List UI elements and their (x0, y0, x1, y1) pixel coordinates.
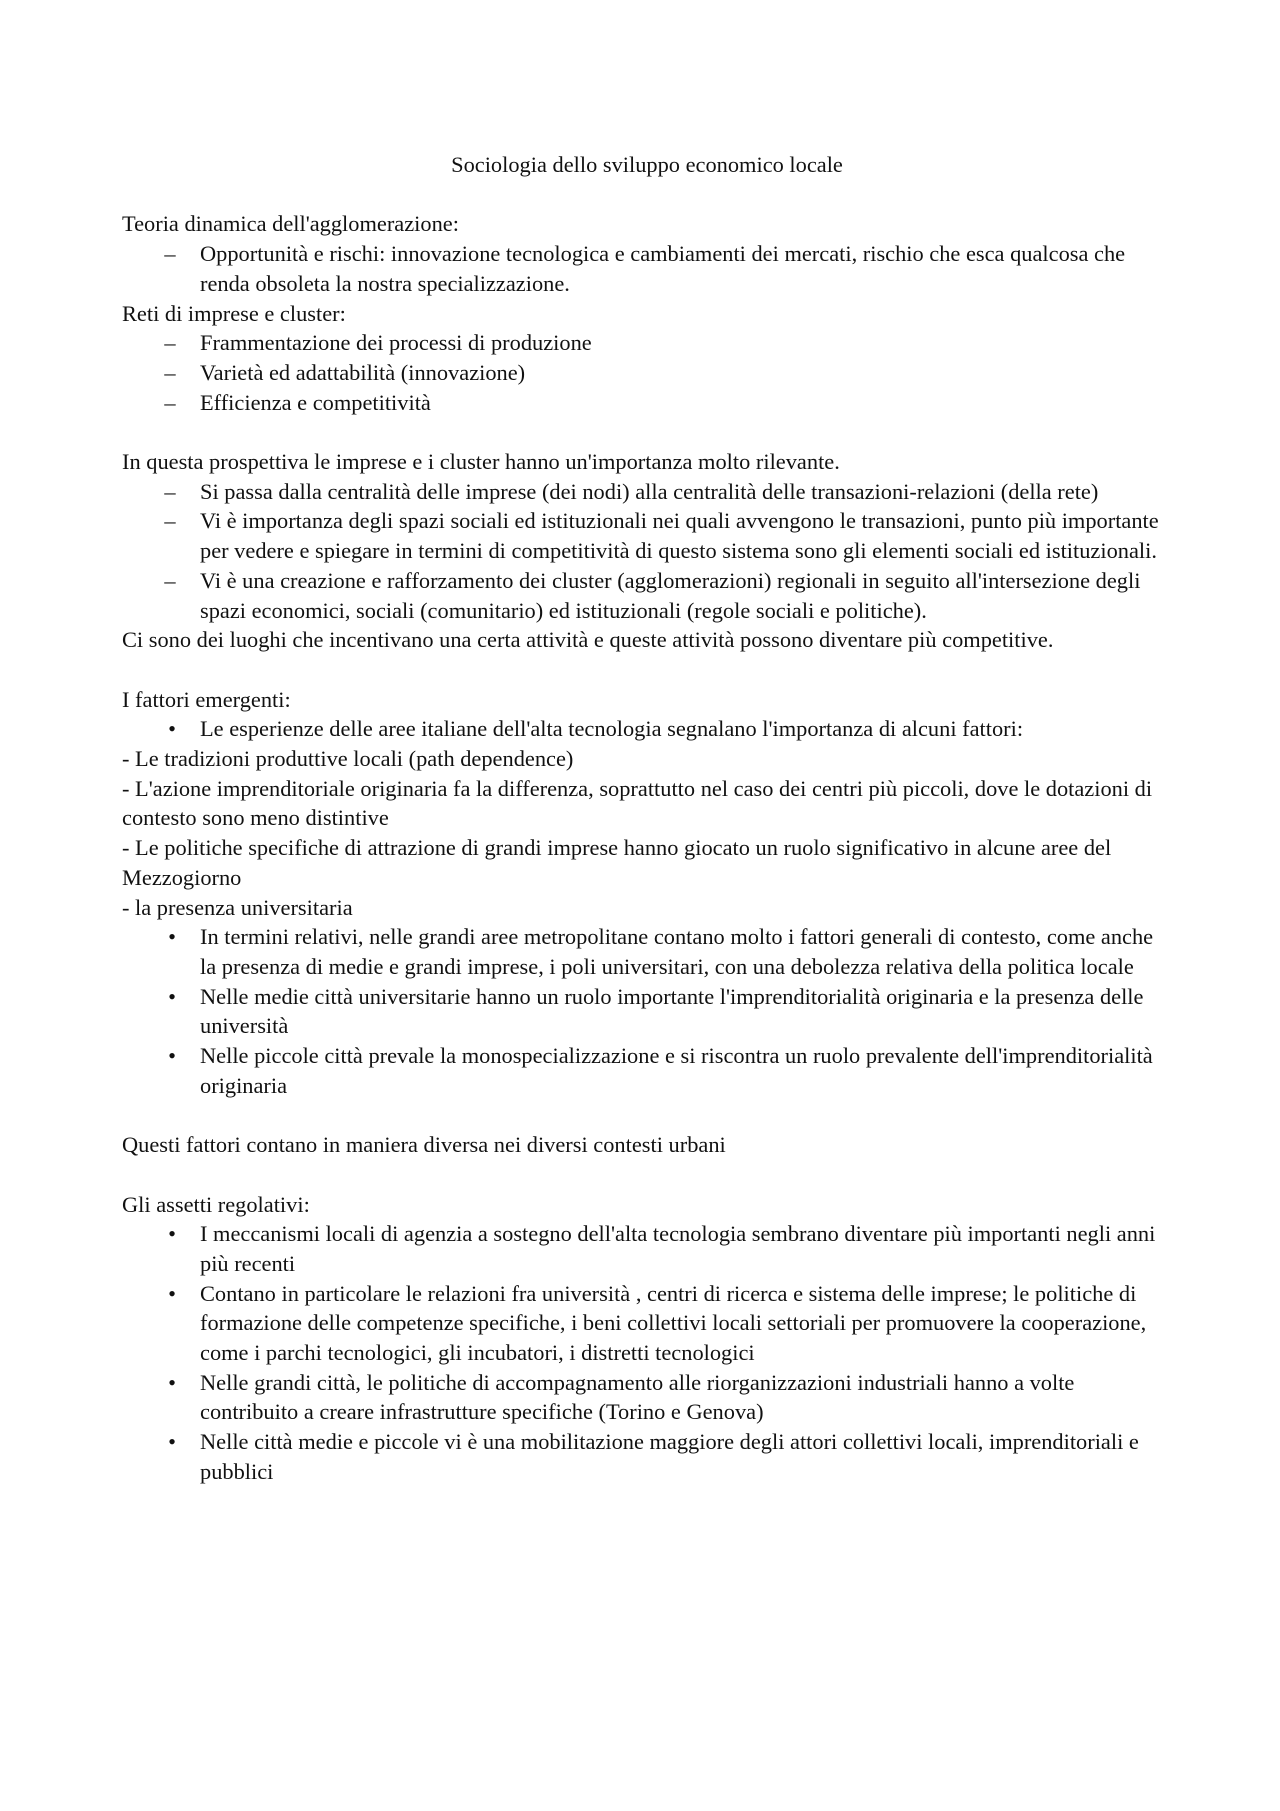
bullet-marker: • (168, 1280, 176, 1306)
bullet-marker: • (168, 924, 176, 950)
list-item-text: Opportunità e rischi: innovazione tecnologica e cambiamenti dei mercati, rischio che esca qualcosa che renda obsoleta la nostra specializzazione. (200, 241, 1126, 296)
blank-line (122, 1160, 1172, 1190)
dash-marker: – (164, 359, 176, 385)
list-item-text: Nelle piccole città prevale la monospecializzazione e si riscontra un ruolo prevalente dell'imprenditorialità originaria (200, 1043, 1153, 1098)
section-heading: Teoria dinamica dell'agglomerazione: (122, 211, 459, 237)
blank-line (122, 417, 1172, 447)
bullet-marker: • (168, 1369, 176, 1395)
bullet-marker: • (168, 1429, 176, 1455)
dash-marker: – (164, 478, 176, 504)
list-item (122, 1041, 1172, 1100)
list-item (122, 328, 1172, 358)
bullet-list (122, 714, 1172, 744)
dash-line: - Le tradizioni produttive locali (path dependence) (122, 746, 574, 772)
list-item (122, 477, 1172, 507)
document-body (122, 150, 1172, 1487)
list-item-text: I meccanismi locali di agenzia a sostegno dell'alta tecnologia sembrano diventare più importanti negli anni più recenti (200, 1221, 1156, 1276)
section-heading: Gli assetti regolativi: (122, 1191, 310, 1217)
dash-line: - L'azione imprenditoriale originaria fa la differenza, soprattutto nel caso dei centri più piccoli, dove le dotazioni di contesto sono meno distintive (122, 775, 1153, 831)
dash-list (122, 328, 1172, 417)
bullet-list (122, 1219, 1172, 1486)
list-item-text: Le esperienze delle aree italiane dell'alta tecnologia segnalano l'importanza di alcuni fattori: (200, 716, 1024, 742)
list-item-text: Contano in particolare le relazioni fra università , centri di ricerca e sistema delle imprese; le politiche di formazione delle competenze specifiche, i beni collettivi locali settoriali per promuovere la cooperazione, come i parchi tecnologici, gli incubatori, i distretti tecnologici (200, 1280, 1147, 1366)
blank-line (122, 1100, 1172, 1130)
bullet-marker: • (168, 983, 176, 1009)
list-item-text: Efficienza e competitività (200, 389, 431, 415)
list-item-text: In termini relativi, nelle grandi aree metropolitane contano molto i fattori generali di contesto, come anche la presenza di medie e grandi imprese, i poli universitari, con una debolezza relativa della politica locale (200, 924, 1154, 979)
dash-line: - la presenza universitaria (122, 894, 353, 920)
dash-marker: – (164, 389, 176, 415)
blank-line (122, 655, 1172, 685)
list-item-text: Nelle medie città universitarie hanno un ruolo importante l'imprenditorialità originaria e la presenza delle università (200, 983, 1144, 1039)
bullet-marker: • (168, 1043, 176, 1069)
section-heading: In questa prospettiva le imprese e i cluster hanno un'importanza molto rilevante. (122, 449, 840, 474)
dash-list (122, 477, 1172, 626)
list-item (122, 982, 1172, 1041)
section-heading: Reti di imprese e cluster: (122, 300, 346, 326)
bullet-marker: • (168, 716, 176, 742)
list-item (122, 1368, 1172, 1427)
list-item-text: Frammentazione dei processi di produzione (200, 330, 592, 356)
dash-marker: – (164, 330, 176, 356)
list-item-text: Nelle grandi città, le politiche di accompagnamento alle riorganizzazioni industriali hanno a volte contribuito a creare infrastrutture specifiche (Torino e Genova) (200, 1369, 1075, 1425)
dash-marker: – (164, 508, 176, 534)
list-item (122, 388, 1172, 418)
list-item (122, 922, 1172, 981)
paragraph: Questi fattori contano in maniera diversa nei diversi contesti urbani (122, 1132, 726, 1158)
list-item-text: Si passa dalla centralità delle imprese (dei nodi) alla centralità delle transazioni-relazioni (della rete) (200, 478, 1099, 504)
page-title: Sociologia dello sviluppo economico locale (451, 152, 843, 177)
list-item (122, 1427, 1172, 1486)
paragraph: Ci sono dei luoghi che incentivano una certa attività e queste attività possono diventare più competitive. (122, 627, 1054, 653)
list-item (122, 1219, 1172, 1278)
list-item (122, 506, 1172, 565)
bullet-list (122, 922, 1172, 1100)
dash-line: - Le politiche specifiche di attrazione di grandi imprese hanno giocato un ruolo significativo in alcune aree del Mezzogiorno (122, 835, 1112, 890)
bullet-marker: • (168, 1221, 176, 1247)
list-item (122, 714, 1172, 744)
list-item-text: Vi è importanza degli spazi sociali ed istituzionali nei quali avvengono le transazioni, punto più importante per vedere e spiegare in termini di competitività di questo sistema sono gli elementi sociali ed istituzionali. (200, 508, 1159, 564)
list-item-text: Varietà ed adattabilità (innovazione) (200, 359, 526, 385)
dash-marker: – (164, 567, 176, 593)
list-item (122, 1279, 1172, 1368)
list-item (122, 566, 1172, 625)
list-item-text: Vi è una creazione e rafforzamento dei cluster (agglomerazioni) regionali in seguito all'intersezione degli spazi economici, sociali (comunitario) ed istituzionali (regole sociali e politiche). (200, 567, 1141, 623)
list-item-text: Nelle città medie e piccole vi è una mobilitazione maggiore degli attori collettivi locali, imprenditoriali e pubblici (200, 1429, 1139, 1484)
list-item (122, 358, 1172, 388)
section-heading: I fattori emergenti: (122, 686, 291, 712)
dash-list (122, 239, 1172, 298)
dash-marker: – (164, 241, 176, 267)
list-item (122, 239, 1172, 298)
